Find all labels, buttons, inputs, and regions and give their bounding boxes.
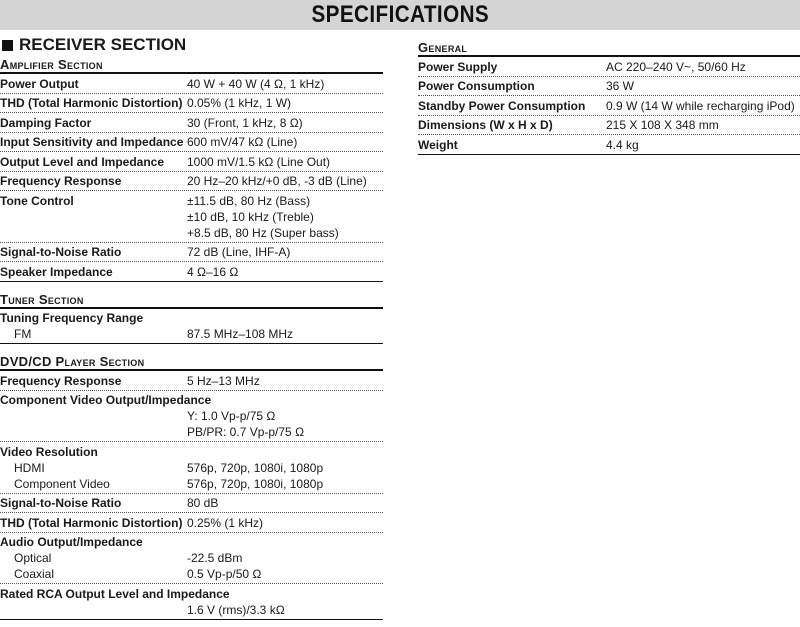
spec-row: Speaker Impedance 4 Ω–16 Ω [0,262,383,282]
rca-output-group: Rated RCA Output Level and Impedance 1.6 V (rms)/3.3 kΩ [0,584,383,620]
receiver-section-heading [0,34,383,56]
spec-row: Dimensions (W x H x D) 215 X 108 X 348 mm [418,116,800,136]
receiver-section-title: RECEIVER SECTION [19,35,187,54]
video-resolution-group: Video Resolution HDMI 576p, 720p, 1080i, 1080p Component Video 576p, 720p, 1080i, 1080p [0,442,383,494]
spec-row: Weight 4.4 kg [418,135,800,155]
left-column [0,34,383,620]
dvd-section-heading: DVD/CD Player Section [0,353,383,371]
amplifier-section-heading: Amplifier Section [0,56,383,74]
spec-row: Frequency Response 20 Hz–20 kHz/+0 dB, -3 dB (Line) [0,172,383,192]
spec-row: Power Output 40 W + 40 W (4 Ω, 1 kHz) [0,74,383,94]
audio-output-group: Audio Output/Impedance Optical -22.5 dBm Coaxial 0.5 Vp-p/50 Ω [0,533,383,585]
spec-row: THD (Total Harmonic Distortion) 0.05% (1 kHz, 1 W) [0,94,383,114]
dvd-table [0,371,383,620]
tuner-group: Tuning Frequency Range FM 87.5 MHz–108 MHz [0,309,383,345]
spec-row: Standby Power Consumption 0.9 W (14 W while recharging iPod) [418,96,800,116]
spec-row: THD (Total Harmonic Distortion) 0.25% (1 kHz) [0,513,383,533]
spec-row: Power Consumption 36 W [418,77,800,97]
square-bullet-icon [2,40,13,51]
spec-row: Power Supply AC 220–240 V~, 50/60 Hz [418,57,800,77]
general-section-heading: General [418,39,800,57]
amplifier-table [0,74,383,282]
spec-row: Input Sensitivity and Impedance 600 mV/47 kΩ (Line) [0,133,383,153]
page-title: SPECIFICATIONS [0,0,800,30]
spec-row: Signal-to-Noise Ratio 80 dB [0,494,383,514]
right-column [418,34,800,155]
tuner-section-heading: Tuner Section [0,291,383,309]
general-table [418,57,800,155]
spec-row: Damping Factor 30 (Front, 1 kHz, 8 Ω) [0,113,383,133]
spec-row: Frequency Response 5 Hz–13 MHz [0,371,383,391]
spec-row: Signal-to-Noise Ratio 72 dB (Line, IHF-A) [0,243,383,263]
spec-row-tone-control: Tone Control ±11.5 dB, 80 Hz (Bass) ±10 dB, 10 kHz (Treble) +8.5 dB, 80 Hz (Super bass) [0,191,383,243]
component-video-group: Component Video Output/Impedance Y: 1.0 Vp-p/75 Ω PB/PR: 0.7 Vp-p/75 Ω [0,391,383,443]
pbpr-prefix: PB/PR [187,425,224,439]
spec-row: Output Level and Impedance 1000 mV/1.5 kΩ (Line Out) [0,152,383,172]
